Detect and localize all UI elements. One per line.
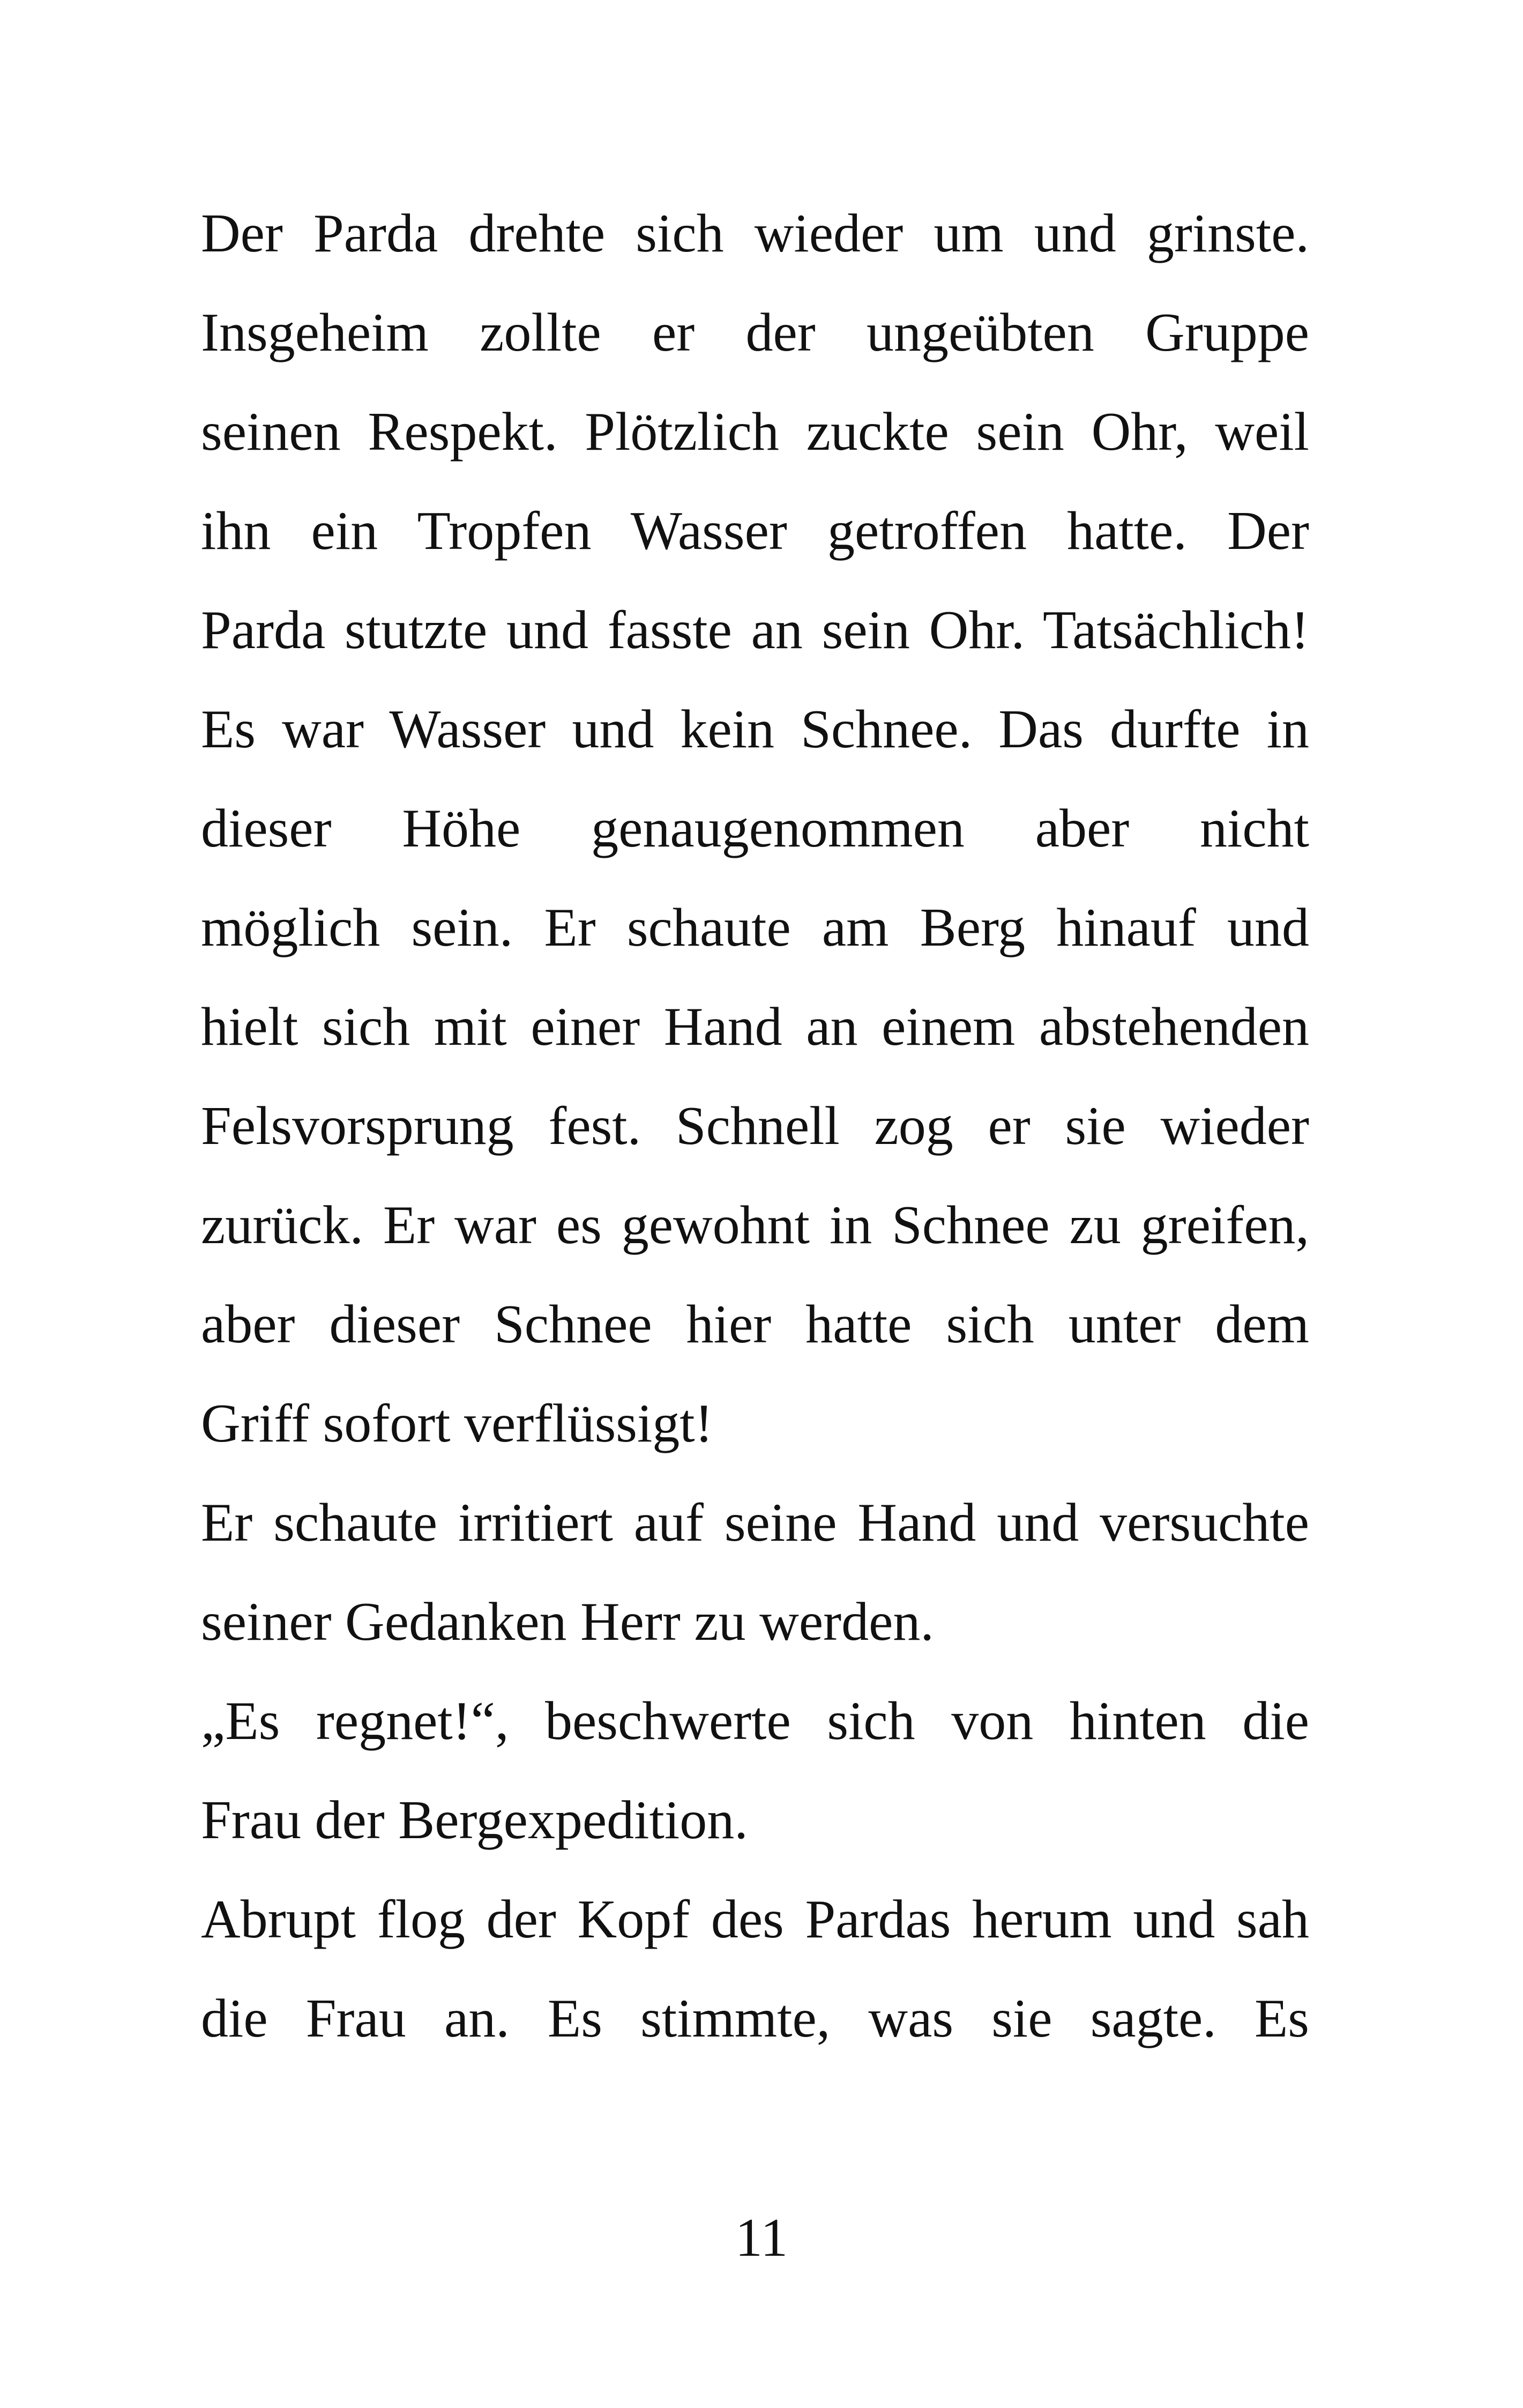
text-line: dieser Höhe genaugenommen aber nicht [201,798,1309,859]
text-line: seinen Respekt. Plötzlich zuckte sein Ohr, weil [201,402,1309,462]
text-line: seiner Gedanken Herr zu werden. [201,1592,934,1652]
text-line: aber dieser Schnee hier hatte sich unter dem [201,1294,1309,1355]
page-number: 11 [735,2208,788,2268]
text-line: „Es regnet!“, beschwerte sich von hinten die [201,1691,1309,1751]
text-line: ihn ein Tropfen Wasser getroffen hatte. Der [201,501,1309,561]
text-line: Abrupt flog der Kopf des Pardas herum und sah [201,1889,1309,1950]
text-line: zurück. Er war es gewohnt in Schnee zu greifen, [201,1195,1309,1255]
text-line: Insgeheim zollte er der ungeübten Gruppe [201,302,1309,363]
text-line: Parda stutzte und fasste an sein Ohr. Tatsächlich! [201,600,1309,660]
text-line: möglich sein. Er schaute am Berg hinauf und [201,897,1309,958]
text-line: die Frau an. Es stimmte, was sie sagte. Es [201,1988,1309,2049]
body-text [201,184,1309,2068]
text-line: Griff sofort verflüssigt! [201,1393,713,1454]
text-line: Frau der Bergexpedition. [201,1790,748,1850]
text-line: hielt sich mit einer Hand an einem abstehenden [201,997,1309,1057]
text-line: Er schaute irritiert auf seine Hand und versuchte [201,1492,1309,1553]
text-line: Der Parda drehte sich wieder um und grinste. [201,203,1309,264]
text-line: Felsvorsprung fest. Schnell zog er sie wieder [201,1096,1309,1156]
text-line: Es war Wasser und kein Schnee. Das durfte in [201,699,1309,760]
